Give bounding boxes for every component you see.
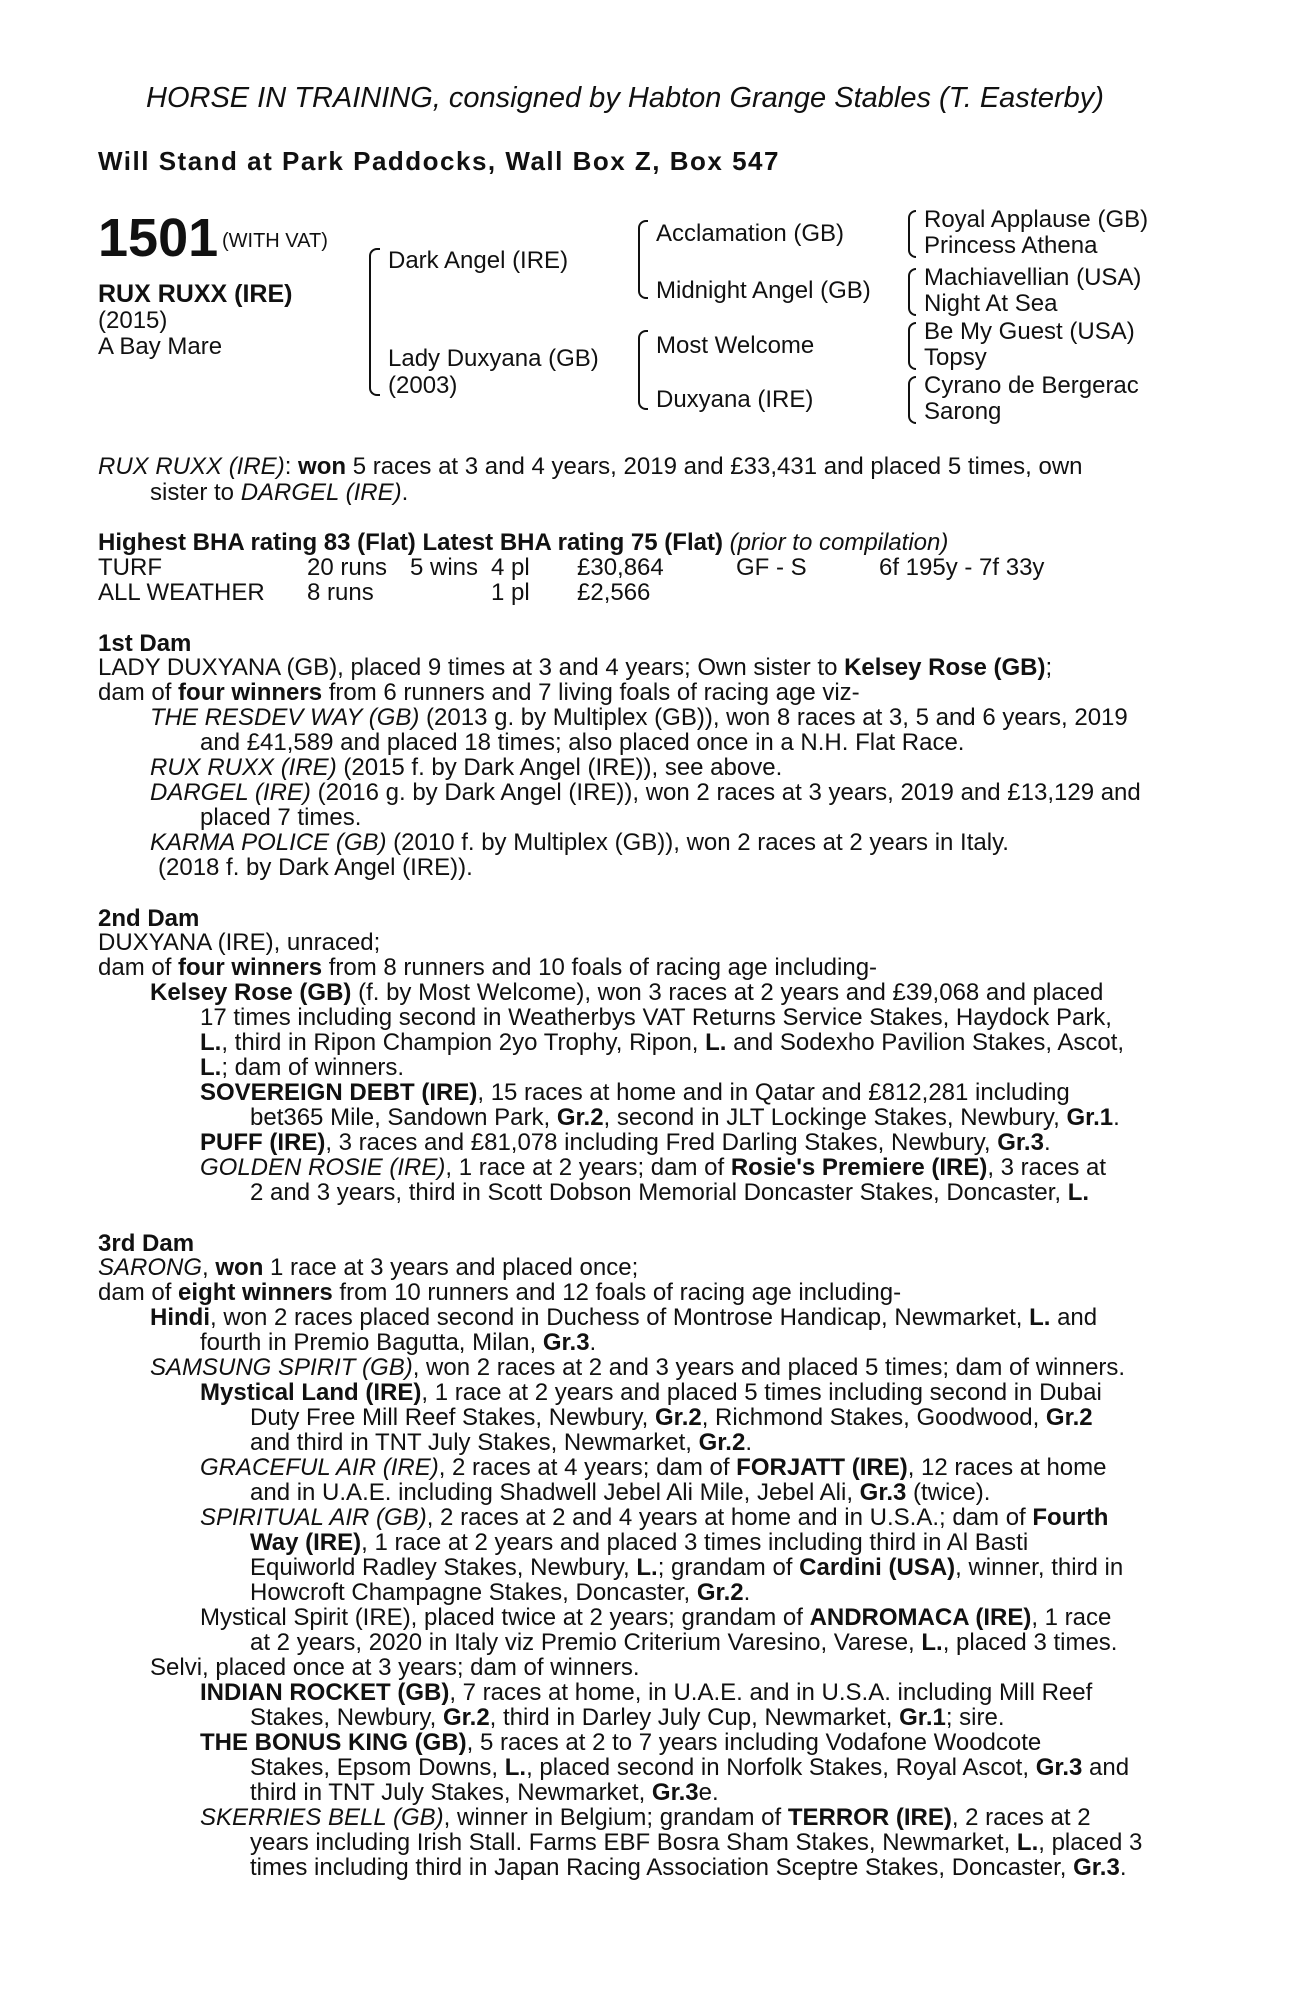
brace-g3	[908, 322, 916, 370]
grade: Gr.3	[1035, 1754, 1083, 1781]
first-dam-heading: 1st Dam	[98, 630, 192, 657]
brace-g4	[908, 376, 916, 424]
text: (f. by Most Welcome), won 3 races at 2 years and £39,068 and placed	[351, 979, 1104, 1006]
produce-entry	[150, 1355, 1125, 1381]
grade: Gr.3	[859, 1479, 907, 1506]
first-dam-produce-line	[98, 680, 860, 706]
pedigree-brace	[369, 248, 380, 396]
pedigree-g2: Princess Athena	[924, 232, 1098, 259]
record-amount: £30,864	[577, 554, 664, 581]
pedigree-g7: Cyrano de Bergerac	[924, 372, 1139, 399]
text: Howcroft Champagne Stakes, Doncaster,	[250, 1579, 697, 1606]
won-label: won	[298, 453, 347, 480]
text: , 7 races at home, in U.A.E. and in U.S.A. including Mill Reef	[449, 1679, 1093, 1706]
text: ; grandam of	[657, 1554, 800, 1581]
text: , winner in Belgium; grandam of	[443, 1804, 788, 1831]
text: , 1 race	[1031, 1604, 1112, 1631]
horse-description: A Bay Mare	[98, 333, 223, 360]
produce-name: Way (IRE)	[250, 1529, 362, 1556]
produce-entry	[200, 1080, 1070, 1106]
first-dam-line	[98, 655, 1052, 681]
text: , third in Darley July Cup, Newmarket,	[489, 1704, 900, 1731]
text: from 10 runners and 12 foals of racing age including-	[332, 1279, 902, 1306]
text: Stakes, Epsom Downs,	[250, 1754, 505, 1781]
text: e.	[698, 1779, 719, 1806]
summary-text: 5 races at 3 and 4 years, 2019 and £33,431 and placed 5 times, own	[346, 453, 1083, 480]
text: third in TNT July Stakes, Newmarket,	[250, 1779, 652, 1806]
grade: Gr.3	[1073, 1854, 1120, 1881]
produce-entry: (2018 f. by Dark Angel (IRE)).	[158, 854, 473, 881]
dam-dam-name: Duxyana (IRE)	[656, 386, 814, 413]
produce-name: THE BONUS KING (GB)	[200, 1729, 467, 1756]
text: .	[589, 1329, 597, 1356]
sire-name: Dark Angel (IRE)	[388, 247, 569, 274]
record-amount: £2,566	[577, 579, 651, 606]
text: , 1 race at 2 years; dam of	[445, 1154, 731, 1181]
produce-entry-cont	[250, 1855, 1126, 1881]
produce-name: SPIRITUAL AIR (GB)	[200, 1504, 427, 1531]
grade: Gr.2	[556, 1104, 604, 1131]
text: , winner, third in	[955, 1554, 1124, 1581]
second-dam-heading: 2nd Dam	[98, 905, 200, 932]
produce-entry-cont	[250, 1430, 752, 1456]
record-runs: 20 runs	[307, 554, 388, 581]
produce-name: GRACEFUL AIR (IRE)	[200, 1454, 439, 1481]
grade: Gr.2	[1045, 1404, 1093, 1431]
won-label: won	[215, 1254, 264, 1281]
produce-name: TERROR (IRE)	[787, 1804, 952, 1831]
pedigree-g1: Royal Applause (GB)	[924, 206, 1149, 233]
text: times including third in Japan Racing Association Sceptre Stakes, Doncaster,	[250, 1854, 1074, 1881]
produce-name: SAMSUNG SPIRIT (GB)	[150, 1354, 413, 1381]
text: 1 race at 3 years and placed once;	[263, 1254, 639, 1281]
produce-name: Kelsey Rose (GB)	[150, 979, 352, 1006]
produce-name: Cardini (USA)	[799, 1554, 956, 1581]
text: Mystical Spirit (IRE), placed twice at 2 years; grandam of	[200, 1604, 810, 1631]
text: at 2 years, 2020 in Italy viz Premio Criterium Varesino, Varese,	[250, 1629, 922, 1656]
pedigree-g8: Sarong	[924, 398, 1002, 425]
sire-dam-name: Midnight Angel (GB)	[656, 277, 871, 304]
produce-entry-cont	[250, 1830, 1142, 1856]
produce-name: SKERRIES BELL (GB)	[200, 1804, 444, 1831]
text: ; dam of winners.	[221, 1054, 405, 1081]
produce-name: DARGEL (IRE)	[150, 779, 311, 806]
record-surface: TURF	[98, 554, 162, 581]
horse-name: RUX RUXX (IRE)	[98, 280, 293, 308]
text: , 2 races at 2 and 4 years at home and in U.S.A.; dam of	[426, 1504, 1033, 1531]
produce-entry-cont	[250, 1405, 1093, 1431]
text: from 8 runners and 10 foals of racing age including-	[322, 954, 878, 981]
text: , second in JLT Lockinge Stakes, Newbury,	[603, 1104, 1067, 1131]
text: (2013 g. by Multiplex (GB)), won 8 races at 3, 5 and 6 years, 2019	[419, 704, 1128, 731]
produce-entry	[200, 1605, 1111, 1631]
record-placed: 4 pl	[491, 554, 530, 581]
text: bet365 Mile, Sandown Park,	[250, 1104, 557, 1131]
text: .	[1119, 1854, 1127, 1881]
text: , 2 races at 2	[951, 1804, 1091, 1831]
text: Equiworld Radley Stakes, Newbury,	[250, 1554, 637, 1581]
produce-entry-cont	[250, 1755, 1129, 1781]
produce-name: RUX RUXX (IRE)	[150, 754, 337, 781]
race-summary-line1: RUX RUXX (IRE): won 5 races at 3 and 4 years, 2019 and £33,431 and placed 5 times, own	[98, 453, 1083, 480]
produce-entry	[150, 980, 1103, 1006]
text: , won 2 races placed second in Duchess of Montrose Handicap, Newmarket,	[210, 1304, 1030, 1331]
text: and	[1082, 1754, 1130, 1781]
vat-note: (WITH VAT)	[222, 230, 328, 252]
produce-entry-cont: placed 7 times.	[200, 804, 362, 831]
record-distance: 6f 195y - 7f 33y	[879, 554, 1045, 581]
text: (twice).	[906, 1479, 991, 1506]
sire-brace	[638, 220, 648, 299]
produce-entry	[150, 830, 1009, 856]
pedigree-g3: Machiavellian (USA)	[924, 264, 1142, 291]
dam-name: SARONG	[98, 1254, 203, 1281]
grade: L.	[1067, 1179, 1090, 1206]
produce-entry-cont	[250, 1780, 719, 1806]
produce-entry-cont	[250, 1580, 750, 1606]
produce-entry	[150, 1305, 1097, 1331]
produce-entry	[200, 1680, 1092, 1706]
text: dam of	[98, 679, 179, 706]
produce-entry	[150, 780, 1141, 806]
grade: L.	[1016, 1829, 1039, 1856]
grade: L.	[200, 1054, 222, 1081]
text: and	[1050, 1304, 1098, 1331]
dam-sire-name: Most Welcome	[656, 332, 815, 359]
grade: Gr.2	[655, 1404, 702, 1431]
produce-name: Hindi	[150, 1304, 210, 1331]
produce-entry-cont	[250, 1180, 1089, 1206]
produce-entry	[150, 755, 782, 781]
winners-count: four winners	[178, 679, 323, 706]
produce-entry-cont	[200, 1055, 404, 1081]
third-dam-heading: 3rd Dam	[98, 1230, 195, 1257]
text: , 1 race at 2 years and placed 3 times including third in Al Basti	[361, 1529, 1029, 1556]
record-runs: 8 runs	[307, 579, 374, 606]
text: ,	[202, 1254, 216, 1281]
summary-end: .	[401, 479, 409, 506]
rating-values: Highest BHA rating 83 (Flat) Latest BHA rating 75 (Flat)	[98, 529, 723, 556]
produce-name: THE RESDEV WAY (GB)	[150, 704, 420, 731]
grade: Gr.2	[696, 1579, 744, 1606]
produce-entry-cont	[250, 1630, 1117, 1656]
third-dam-line	[98, 1255, 638, 1281]
text: , third in Ripon Champion 2yo Trophy, Ripon,	[221, 1029, 706, 1056]
foal-year: (2015)	[98, 307, 168, 334]
winners-count: eight winners	[178, 1279, 333, 1306]
grade: Gr.3	[651, 1779, 699, 1806]
produce-name: Mystical Land (IRE)	[200, 1379, 422, 1406]
produce-name: PUFF (IRE)	[200, 1129, 326, 1156]
text: , 3 races and £81,078 including Fred Darling Stakes, Newbury,	[325, 1129, 998, 1156]
grade: L.	[921, 1629, 943, 1656]
produce-entry	[150, 705, 1128, 731]
produce-entry-cont	[200, 1330, 596, 1356]
brace-g2	[908, 268, 916, 316]
dam-name: Lady Duxyana (GB)	[388, 345, 599, 372]
text: dam of	[98, 954, 179, 981]
produce-entry-cont: 17 times including second in Weatherbys VAT Returns Service Stakes, Haydock Park,	[200, 1004, 1112, 1031]
grade: Gr.1	[899, 1704, 946, 1731]
record-surface: ALL WEATHER	[98, 579, 265, 606]
sire-sire-name: Acclamation (GB)	[656, 220, 845, 247]
text: Duty Free Mill Reef Stakes, Newbury,	[250, 1404, 656, 1431]
produce-name: Rosie's Premiere (IRE)	[730, 1154, 988, 1181]
record-wins: 5 wins	[410, 554, 479, 581]
text: from 6 runners and 7 living foals of racing age viz-	[322, 679, 860, 706]
text: and in U.A.E. including Shadwell Jebel Ali Mile, Jebel Ali,	[250, 1479, 860, 1506]
grade: L.	[1029, 1304, 1051, 1331]
produce-entry: Selvi, placed once at 3 years; dam of winners.	[150, 1654, 640, 1681]
text: (2015 f. by Dark Angel (IRE)), see above.	[336, 754, 783, 781]
produce-name: FORJATT (IRE)	[736, 1454, 908, 1481]
third-dam-produce-line	[98, 1280, 901, 1306]
winners-count: four winners	[178, 954, 323, 981]
dam-year: (2003)	[388, 372, 458, 399]
pedigree-g6: Topsy	[924, 344, 987, 371]
grade: L.	[200, 1029, 222, 1056]
text: , won 2 races at 2 and 3 years and placed 5 times; dam of winners.	[412, 1354, 1126, 1381]
grade: Gr.3	[997, 1129, 1044, 1156]
text: .	[1113, 1104, 1120, 1131]
text: and third in TNT July Stakes, Newmarket,	[250, 1429, 699, 1456]
grade: Gr.2	[442, 1704, 490, 1731]
text: ; sire.	[945, 1704, 1005, 1731]
rating-line	[98, 530, 948, 556]
grade: Gr.3	[542, 1329, 590, 1356]
text: , placed 3	[1038, 1829, 1143, 1856]
stand-location: Will Stand at Park Paddocks, Wall Box Z, Box 547	[98, 146, 780, 176]
text: .	[745, 1429, 752, 1456]
record-going: GF - S	[736, 554, 807, 581]
dam-brace	[638, 330, 648, 410]
summary-horse-name: RUX RUXX (IRE)	[98, 453, 285, 480]
produce-entry-cont	[250, 1480, 990, 1506]
text: , placed second in Norfolk Stakes, Royal Ascot,	[526, 1754, 1036, 1781]
text: (2010 f. by Multiplex (GB)), won 2 races at 2 years in Italy.	[386, 829, 1009, 856]
produce-entry	[200, 1505, 1108, 1531]
produce-name: ANDROMACA (IRE)	[809, 1604, 1032, 1631]
pedigree-g4: Night At Sea	[924, 290, 1058, 317]
text: .	[743, 1579, 751, 1606]
text: , 3 races at	[987, 1154, 1107, 1181]
produce-entry-cont	[250, 1555, 1123, 1581]
produce-entry-cont	[250, 1105, 1120, 1131]
rating-note: (prior to compilation)	[729, 529, 949, 556]
second-dam-line: DUXYANA (IRE), unraced;	[98, 929, 381, 956]
produce-name: SOVEREIGN DEBT (IRE)	[200, 1079, 478, 1106]
text: , placed 3 times.	[942, 1629, 1118, 1656]
text: LADY DUXYANA (GB), placed 9 times at 3 and 4 years; Own sister to	[98, 654, 845, 681]
kelsey-rose-ref: Kelsey Rose (GB)	[844, 654, 1046, 681]
produce-name: Fourth	[1032, 1504, 1109, 1531]
produce-entry-cont	[250, 1705, 1005, 1731]
text: Stakes, Newbury,	[250, 1704, 443, 1731]
text: , 15 races at home and in Qatar and £812,281 including	[477, 1079, 1070, 1106]
lot-number: 1501	[98, 208, 219, 268]
summary-text2: sister to	[150, 479, 241, 506]
second-dam-produce-line	[98, 955, 877, 981]
pedigree-g5: Be My Guest (USA)	[924, 318, 1135, 345]
text: dam of	[98, 1279, 179, 1306]
text: fourth in Premio Bagutta, Milan,	[200, 1329, 543, 1356]
text: and Sodexho Pavilion Stakes, Ascot,	[726, 1029, 1125, 1056]
produce-entry-cont	[200, 1030, 1124, 1056]
grade: L.	[636, 1554, 658, 1581]
text: , 12 races at home	[907, 1454, 1107, 1481]
produce-entry-cont: and £41,589 and placed 18 times; also placed once in a N.H. Flat Race.	[200, 729, 965, 756]
race-summary-line2	[150, 480, 408, 506]
produce-name: GOLDEN ROSIE (IRE)	[200, 1154, 446, 1181]
text: , 1 race at 2 years and placed 5 times including second in Dubai	[421, 1379, 1102, 1406]
grade: Gr.1	[1066, 1104, 1114, 1131]
grade: L.	[504, 1754, 527, 1781]
sister-name: DARGEL (IRE)	[240, 479, 402, 506]
produce-entry	[200, 1730, 1041, 1756]
text: , 5 races at 2 to 7 years including Vodafone Woodcote	[466, 1729, 1042, 1756]
text: (2016 g. by Dark Angel (IRE)), won 2 races at 3 years, 2019 and £13,129 and	[310, 779, 1141, 806]
produce-name: KARMA POLICE (GB)	[150, 829, 387, 856]
produce-entry	[200, 1805, 1091, 1831]
produce-entry	[200, 1155, 1106, 1181]
text: 2 and 3 years, third in Scott Dobson Memorial Doncaster Stakes, Doncaster,	[250, 1179, 1068, 1206]
text: , Richmond Stakes, Goodwood,	[701, 1404, 1046, 1431]
produce-entry-cont	[250, 1530, 1028, 1556]
text: .	[1043, 1129, 1051, 1156]
brace-g1	[908, 210, 916, 258]
produce-name: INDIAN ROCKET (GB)	[200, 1679, 450, 1706]
produce-entry	[200, 1380, 1102, 1406]
produce-entry	[200, 1455, 1107, 1481]
record-placed: 1 pl	[491, 579, 530, 606]
produce-entry	[200, 1130, 1051, 1156]
grade: L.	[705, 1029, 727, 1056]
text: , 2 races at 4 years; dam of	[438, 1454, 737, 1481]
consignor-heading: HORSE IN TRAINING, consigned by Habton Grange Stables (T. Easterby)	[146, 82, 1104, 114]
grade: Gr.2	[698, 1429, 746, 1456]
text: ;	[1045, 654, 1053, 681]
text: years including Irish Stall. Farms EBF Bosra Sham Stakes, Newmarket,	[250, 1829, 1017, 1856]
